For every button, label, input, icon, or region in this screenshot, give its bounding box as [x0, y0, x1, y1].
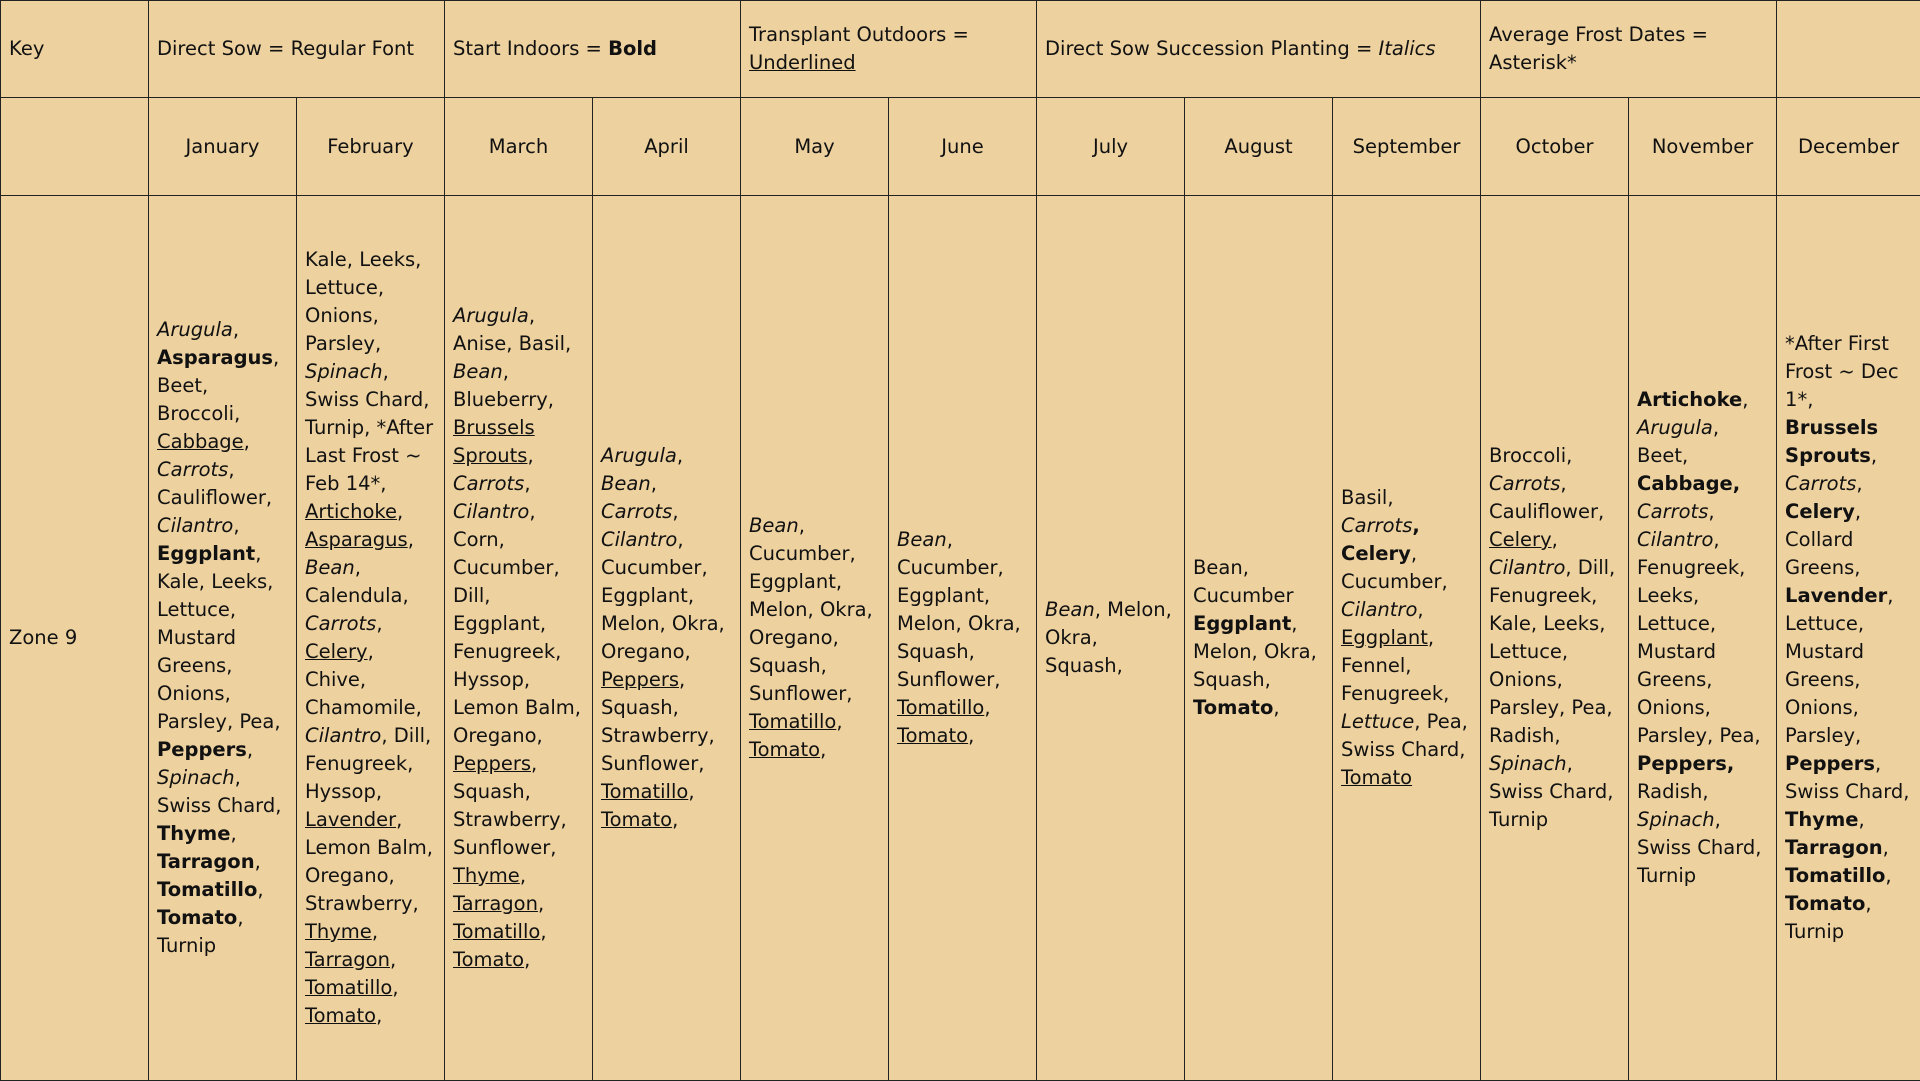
plant-list-cell — [593, 196, 741, 1081]
plant-name: Carrots — [1785, 472, 1856, 495]
plant-text: , Swiss Chard, Turnip, *After Last Frost ~ Feb 14*, — [305, 360, 433, 495]
plant-name: Lettuce — [1341, 710, 1414, 733]
plant-name: Bean — [749, 514, 799, 537]
plant-name: Tomato — [749, 738, 820, 761]
plant-name: Tomato — [157, 906, 237, 929]
plant-name: Cilantro — [157, 514, 233, 537]
plant-name: Carrots — [453, 472, 524, 495]
plant-name: Celery — [1785, 500, 1855, 523]
plant-name: Tomatillo — [897, 696, 984, 719]
plant-text: , Squash, Strawberry, Sunflower, — [601, 668, 715, 775]
month-header: February — [297, 98, 445, 196]
plant-name: Spinach — [305, 360, 383, 383]
zone-label: Zone 9 — [1, 196, 149, 1081]
plant-name: Asparagus — [305, 528, 408, 551]
plant-name: Spinach — [157, 766, 235, 789]
plant-name: Artichoke — [1637, 388, 1742, 411]
plant-name: Bean — [601, 472, 651, 495]
plant-name: Thyme — [305, 920, 372, 943]
plant-text: , — [255, 850, 261, 873]
month-header: July — [1037, 98, 1185, 196]
plant-text: , — [520, 864, 526, 887]
plant-text: , Swiss Chard, Turnip — [1637, 808, 1761, 887]
plant-text: , — [1552, 528, 1558, 551]
plant-name: Cabbage, — [1637, 472, 1740, 495]
plant-name: Celery — [305, 640, 368, 663]
plant-list-cell — [741, 196, 889, 1081]
plant-text: , — [984, 696, 990, 719]
plant-name: Carrots — [601, 500, 672, 523]
plant-text: , Collard Greens, — [1785, 500, 1861, 579]
plant-name: Cilantro — [601, 528, 677, 551]
plant-name: Thyme — [1785, 808, 1858, 831]
key-succession-sample: Italics — [1379, 37, 1436, 60]
plant-text: , — [1883, 836, 1889, 859]
key-start-indoors — [445, 1, 741, 98]
plant-list-cell — [149, 196, 297, 1081]
plant-text: , — [392, 976, 398, 999]
plant-name: Arugula — [157, 318, 233, 341]
plant-text: , Lettuce, Mustard Greens, Onions, Parsley, — [1785, 584, 1893, 747]
plant-text: , — [230, 822, 236, 845]
plant-name: Tomatillo — [601, 780, 688, 803]
plant-text: , Chive, Chamomile, — [305, 640, 422, 719]
months-row — [1, 98, 1920, 196]
month-header: June — [889, 98, 1037, 196]
plant-text: , — [672, 808, 678, 831]
plant-name: Spinach — [1489, 752, 1567, 775]
plant-name: Brussels Sprouts — [1785, 416, 1878, 467]
plant-list-cell — [1629, 196, 1777, 1081]
plant-text: , Fennel, Fenugreek, — [1341, 626, 1449, 705]
plant-text: , — [376, 612, 382, 635]
plant-name: Tomato — [601, 808, 672, 831]
plant-name: Tomatillo — [749, 710, 836, 733]
plant-name: Arugula — [453, 304, 529, 327]
plant-name: Thyme — [157, 822, 230, 845]
plant-text: Bean, Cucumber — [1193, 556, 1293, 607]
plant-text: Radish, — [1637, 780, 1709, 803]
plant-text: , — [1856, 472, 1862, 495]
plant-text: , Turnip — [1785, 892, 1872, 943]
plant-list-cell — [445, 196, 593, 1081]
plant-text: , — [376, 1004, 382, 1027]
plant-name: Asparagus — [157, 346, 273, 369]
plant-text: , — [247, 738, 253, 761]
plant-text: , Fenugreek, Leeks, Lettuce, Mustard Greens, Onions, Parsley, Pea, — [1637, 528, 1761, 747]
plant-name: Cilantro — [305, 724, 381, 747]
key-direct-sow — [149, 1, 445, 98]
plant-text: , Cucumber, Eggplant, Melon, Okra, Squash, Sunflower, — [897, 528, 1021, 691]
plant-name: Tomato — [1785, 892, 1865, 915]
plant-text: , — [1417, 598, 1423, 621]
plant-name: Eggplant — [1193, 612, 1291, 635]
plant-text: , Turnip — [157, 906, 244, 957]
plant-name: Carrots — [305, 612, 376, 635]
month-header: December — [1777, 98, 1920, 196]
plant-text: , Kale, Leeks, Lettuce, Mustard Greens, Onions, Parsley, Pea, — [157, 542, 281, 733]
plant-name: Cilantro — [1637, 528, 1713, 551]
plant-name: Carrots — [1341, 514, 1412, 537]
plant-text: , — [1708, 500, 1714, 523]
plant-text: , Cucumber, Eggplant, Melon, Okra, Oregano, Squash, Sunflower, — [749, 514, 873, 705]
plant-text: , Cauliflower, — [157, 458, 272, 509]
month-header: January — [149, 98, 297, 196]
plant-text: , Blueberry, — [453, 360, 554, 411]
plant-name: Tomato — [1193, 696, 1273, 719]
plant-text: , Swiss Chard, Turnip — [1489, 752, 1613, 831]
plant-text: , Melon, Okra, Squash, — [1045, 598, 1172, 677]
plant-name: Lavender — [305, 808, 396, 831]
key-frost — [1481, 1, 1777, 98]
key-transplant-text: Transplant Outdoors = — [749, 23, 969, 46]
plant-name: Tomato — [453, 948, 524, 971]
key-frost-text: Average Frost Dates = Asterisk* — [1489, 23, 1708, 74]
plant-list-cell — [1777, 196, 1920, 1081]
plant-text: , Dill, Fenugreek, Hyssop, — [305, 724, 431, 803]
plant-text: , — [397, 500, 403, 523]
plant-name: Bean — [1045, 598, 1095, 621]
key-row — [1, 1, 1920, 98]
key-direct-sow-sample: Regular Font — [291, 37, 414, 60]
plant-text: Broccoli, — [1489, 444, 1572, 467]
plant-name: Peppers — [1785, 752, 1875, 775]
plant-list-cell — [297, 196, 445, 1081]
key-label: Key — [1, 1, 149, 98]
plant-name: Tomato — [1341, 766, 1412, 789]
plant-name: Celery — [1489, 528, 1552, 551]
plant-name: Tarragon — [157, 850, 255, 873]
plant-text: , Lemon Balm, Oregano, Strawberry, — [305, 808, 433, 915]
zone-row — [1, 196, 1920, 1081]
plant-text: , — [688, 780, 694, 803]
plant-name: Tarragon — [1785, 836, 1883, 859]
plant-text: , — [233, 514, 239, 537]
plant-name: Peppers — [453, 752, 531, 775]
plant-name: Spinach — [1637, 808, 1715, 831]
plant-text: , Squash, Strawberry, Sunflower, — [453, 752, 567, 859]
plant-text: , — [968, 724, 974, 747]
plant-text: Basil, — [1341, 486, 1394, 509]
plant-name: Tomato — [305, 1004, 376, 1027]
plant-list-cell — [889, 196, 1037, 1081]
plant-text: , — [390, 948, 396, 971]
plant-name: Eggplant — [157, 542, 255, 565]
plant-text: , — [257, 878, 263, 901]
plant-text: , — [538, 892, 544, 915]
plant-text: , Swiss Chard, — [157, 766, 281, 817]
plant-text: , — [651, 472, 657, 495]
plant-text: Kale, Leeks, Lettuce, Onions, Parsley, — [305, 248, 421, 355]
plant-name: Tomatillo — [305, 976, 392, 999]
plant-name: Cabbage — [157, 430, 244, 453]
plant-text: , Beet, Broccoli, — [157, 346, 279, 425]
plant-name: Tarragon — [305, 948, 390, 971]
plant-name: Celery — [1341, 542, 1411, 565]
plant-name: Carrots — [1489, 472, 1560, 495]
month-header: August — [1185, 98, 1333, 196]
month-header: November — [1629, 98, 1777, 196]
plant-name: Tomatillo — [453, 920, 540, 943]
plant-name: Carrots — [157, 458, 228, 481]
plant-text: , Corn, Cucumber, Dill, Eggplant, Fenugreek, Hyssop, Lemon Balm, Oregano, — [453, 500, 581, 747]
plant-name: Eggplant — [1341, 626, 1428, 649]
plant-name: Tarragon — [453, 892, 538, 915]
plant-name: Lavender — [1785, 584, 1887, 607]
plant-text: , Cucumber, — [1341, 542, 1448, 593]
plant-text: , — [677, 444, 683, 467]
plant-text: , — [524, 948, 530, 971]
plant-list-cell — [1037, 196, 1185, 1081]
plant-text: , Anise, Basil, — [453, 304, 571, 355]
plant-text: , — [527, 444, 533, 467]
plant-name: Arugula — [1637, 416, 1713, 439]
plant-text: , — [1885, 864, 1891, 887]
plant-name: Thyme — [453, 864, 520, 887]
plant-name: Artichoke — [305, 500, 397, 523]
plant-text: , — [1859, 808, 1865, 831]
plant-list-cell — [1333, 196, 1481, 1081]
plant-text: , — [1871, 444, 1877, 467]
plant-name: Bean — [305, 556, 355, 579]
months-row-label-cell — [1, 98, 149, 196]
month-header: March — [445, 98, 593, 196]
plant-text: , Dill, Fenugreek, Kale, Leeks, Lettuce, Onions, Parsley, Pea, Radish, — [1489, 556, 1615, 747]
plant-name: Tomatillo — [157, 878, 257, 901]
month-header: September — [1333, 98, 1481, 196]
plant-name: Cilantro — [1341, 598, 1417, 621]
plant-name: Cilantro — [453, 500, 529, 523]
plant-name: Cilantro — [1489, 556, 1565, 579]
plant-name: Carrots — [1637, 500, 1708, 523]
plant-name: Bean — [453, 360, 503, 383]
key-start-indoors-sample: Bold — [608, 37, 657, 60]
plant-text: , — [408, 528, 414, 551]
plant-name: Peppers — [157, 738, 247, 761]
plant-text: , Cauliflower, — [1489, 472, 1604, 523]
key-direct-sow-text: Direct Sow = — [157, 37, 291, 60]
plant-text: , Swiss Chard, — [1785, 752, 1909, 803]
plant-text: , — [244, 430, 250, 453]
plant-text: , — [672, 500, 678, 523]
key-transplant — [741, 1, 1037, 98]
plant-name: Brussels Sprouts — [453, 416, 535, 467]
month-header: May — [741, 98, 889, 196]
plant-text: *After First Frost ~ Dec 1*, — [1785, 332, 1899, 411]
plant-text: , Melon, Okra, Squash, — [1193, 612, 1317, 691]
plant-text: , — [524, 472, 530, 495]
plant-text: , Calendula, — [305, 556, 409, 607]
plant-name: Bean — [897, 528, 947, 551]
plant-list-cell — [1481, 196, 1629, 1081]
plant-text: , Cucumber, Eggplant, Melon, Okra, Oregano, — [601, 528, 725, 663]
plant-text: , — [233, 318, 239, 341]
key-empty-cell — [1777, 1, 1920, 98]
key-start-indoors-text: Start Indoors = — [453, 37, 608, 60]
plant-name: Peppers, — [1637, 752, 1734, 775]
plant-name: Peppers — [601, 668, 679, 691]
plant-name: Tomatillo — [1785, 864, 1885, 887]
plant-name: , — [1412, 514, 1419, 537]
plant-text: , — [1273, 696, 1279, 719]
plant-text: , — [820, 738, 826, 761]
plant-name: Arugula — [601, 444, 677, 467]
plant-name: Tomato — [897, 724, 968, 747]
key-succession-text: Direct Sow Succession Planting = — [1045, 37, 1378, 60]
plant-text: , — [1742, 388, 1748, 411]
month-header: April — [593, 98, 741, 196]
plant-text: , Beet, — [1637, 416, 1719, 467]
plant-text: , — [540, 920, 546, 943]
key-succession — [1037, 1, 1481, 98]
plant-text: , — [836, 710, 842, 733]
month-header: October — [1481, 98, 1629, 196]
key-transplant-sample: Underlined — [749, 51, 856, 74]
plant-list-cell — [1185, 196, 1333, 1081]
plant-text: , — [372, 920, 378, 943]
plant-text: , Pea, Swiss Chard, — [1341, 710, 1468, 761]
